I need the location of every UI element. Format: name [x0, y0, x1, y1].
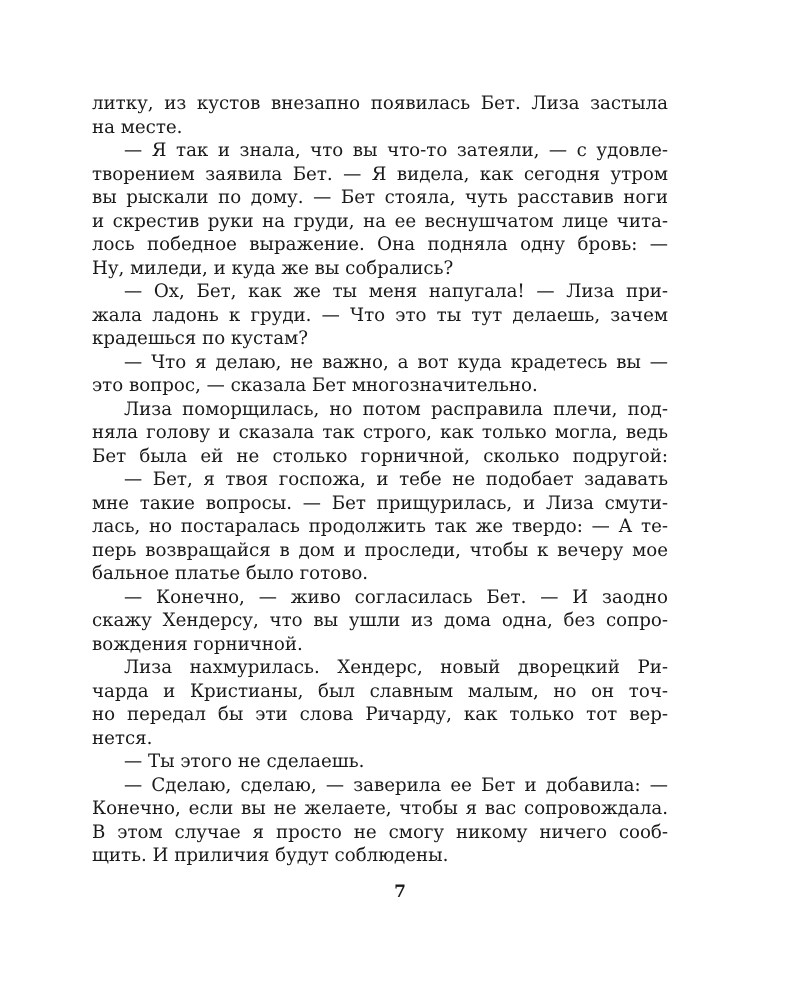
text-line: вождения горничной.	[92, 633, 303, 655]
text-line: щить. И приличия будут соблюдены.	[92, 845, 449, 866]
text-line: Конечно, если вы не желаете, чтобы я вас сопровождала.	[92, 798, 668, 819]
text-line: лось победное выражение. Она подняла одну бровь: —	[92, 234, 668, 255]
text-line: но передал бы эти слова Ричарду, как только тот вер-	[92, 704, 668, 725]
text-line: — Сделаю, сделаю, — заверила ее Бет и добавила: —	[124, 774, 668, 796]
text-line: перь возвращайся в дом и проследи, чтобы к вечеру мое	[92, 539, 668, 561]
text-line: няла голову и сказала так строго, как только могла, ведь	[92, 422, 668, 443]
page-number: 7	[394, 882, 406, 902]
text-line: — Я так и знала, что вы что-то затеяли, — с удовле-	[124, 140, 668, 161]
text-line: литку, из кустов внезапно появилась Бет. Лиза застыла	[92, 93, 668, 114]
text-line: бальное платье было готово.	[92, 563, 369, 584]
text-line: крадешься по кустам?	[92, 328, 308, 349]
text-line: жала ладонь к груди. — Что это ты тут делаешь, зачем	[92, 304, 668, 326]
text-line: мне такие вопросы. — Бет прищурилась, и Лиза смути-	[92, 492, 668, 514]
text-line: — Ты этого не сделаешь.	[124, 751, 365, 772]
text-line: — Что я делаю, не важно, а вот куда крадетесь вы —	[124, 351, 668, 373]
text-line: на месте.	[92, 116, 183, 138]
text-line: чарда и Кристианы, был славным малым, но он точ-	[92, 680, 668, 702]
text-line: Ну, миледи, и куда же вы собрались?	[92, 257, 454, 279]
text-line: скажу Хендерсу, что вы ушли из дома одна, без сопро-	[92, 610, 668, 631]
text-line: — Бет, я твоя госпожа, и тебе не подобает задавать	[124, 469, 668, 490]
text-line: В этом случае я просто не смогу никому ничего сооб-	[92, 821, 668, 843]
text-line: и скрестив руки на груди, на ее веснушчатом лице чита-	[92, 210, 668, 232]
text-line: это вопрос, — сказала Бет многозначительно.	[92, 375, 538, 396]
text-line: вы рыскали по дому. — Бет стояла, чуть расставив ноги	[92, 187, 668, 208]
book-page-text	[92, 92, 668, 868]
text-line: Бет была ей не столько горничной, сколько подругой:	[92, 445, 668, 467]
text-line: лась, но постаралась продолжить так же твердо: — А те-	[92, 516, 668, 537]
text-line: творением заявила Бет. — Я видела, как сегодня утром	[92, 163, 668, 185]
text-line: Лиза нахмурилась. Хендерс, новый дворецкий Ри-	[124, 657, 668, 678]
text-line: Лиза поморщилась, но потом расправила плечи, под-	[124, 398, 668, 420]
text-line: — Конечно, — живо согласилась Бет. — И заодно	[124, 586, 668, 608]
text-line: нется.	[92, 727, 153, 749]
text-line: — Ох, Бет, как же ты меня напугала! — Лиза при-	[124, 281, 668, 302]
